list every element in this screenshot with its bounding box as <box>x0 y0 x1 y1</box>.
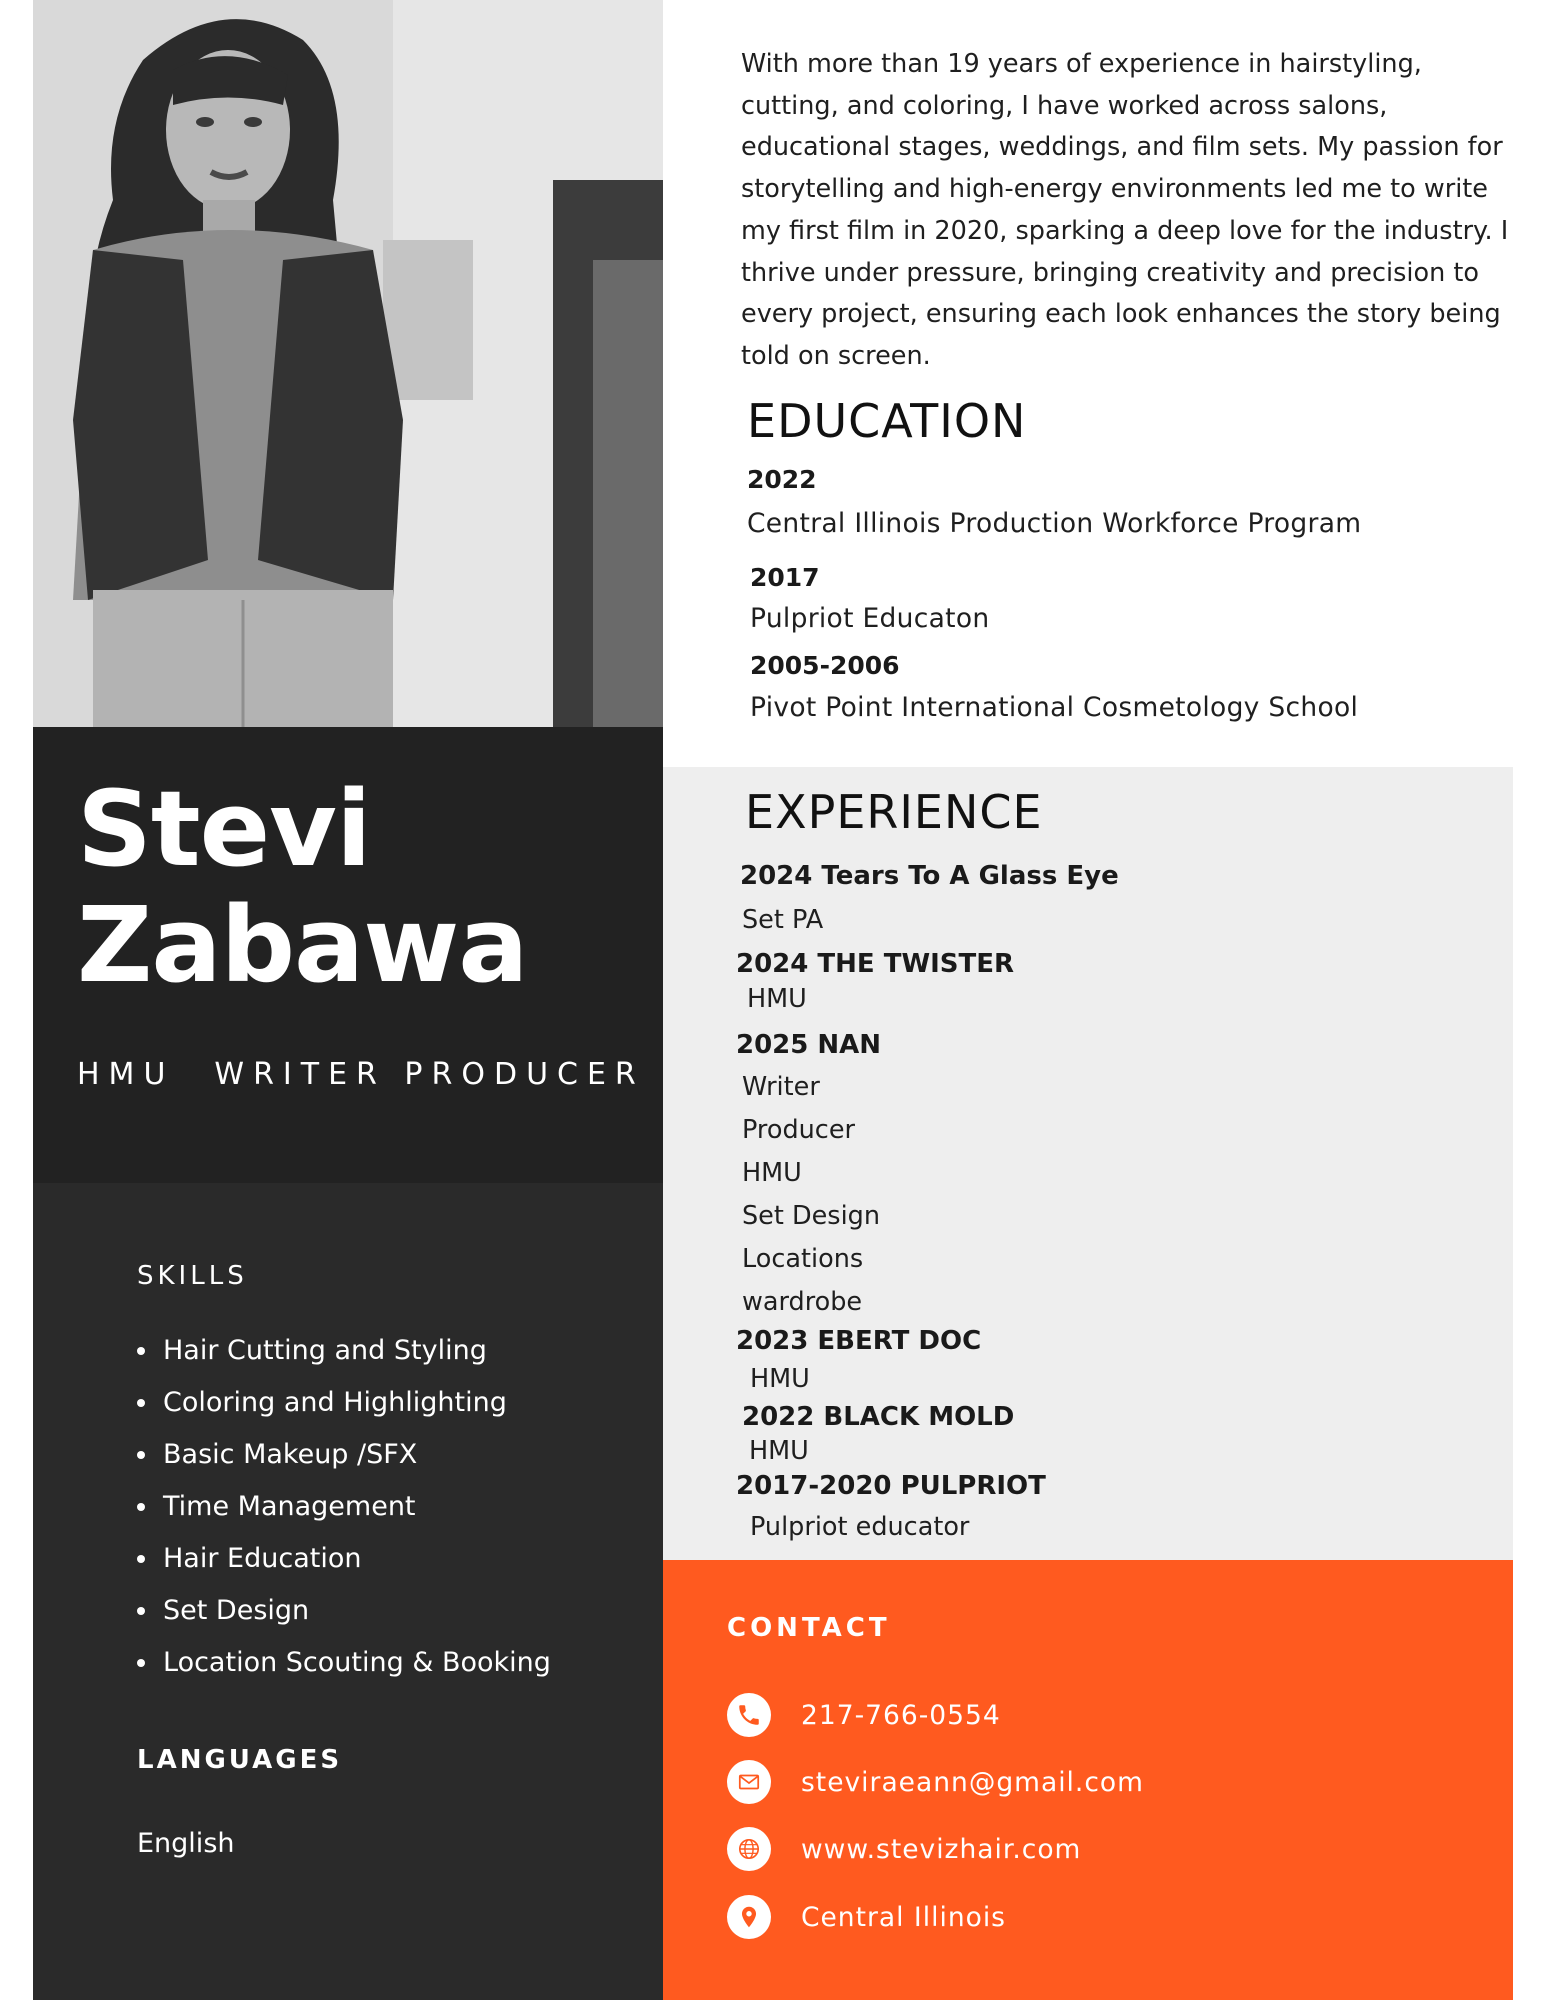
contact-website-row[interactable] <box>727 1826 1081 1872</box>
experience-entry-title: 2024 THE TWISTER <box>736 949 1015 979</box>
education-school: Pivot Point International Cosmetology School <box>750 692 1359 723</box>
location-text: Central Illinois <box>801 1901 1006 1933</box>
skill-label: Hair Cutting and Styling <box>163 1335 487 1366</box>
contact-phone-row[interactable] <box>727 1692 1001 1738</box>
bullet-icon <box>137 1659 145 1667</box>
skill-item <box>163 1585 551 1637</box>
globe-icon <box>727 1827 771 1871</box>
bullet-icon <box>137 1607 145 1615</box>
bullet-icon <box>137 1503 145 1511</box>
skill-item <box>163 1481 551 1533</box>
contact-heading: CONTACT <box>727 1613 891 1643</box>
role-title: WRITER PRODUCER <box>214 1057 645 1092</box>
experience-role: HMU <box>750 1364 810 1394</box>
contact-email-row[interactable] <box>727 1759 1144 1805</box>
bullet-icon <box>137 1347 145 1355</box>
skill-item <box>163 1377 551 1429</box>
bullet-icon <box>137 1451 145 1459</box>
skills-list <box>163 1325 551 1689</box>
phone-number: 217-766-0554 <box>801 1699 1001 1731</box>
education-year: 2005-2006 <box>750 651 900 680</box>
skills-heading: SKILLS <box>137 1261 248 1291</box>
education-year: 2022 <box>747 465 817 494</box>
role-titles <box>77 1057 645 1092</box>
languages-heading: LANGUAGES <box>137 1745 343 1775</box>
skill-label: Coloring and Highlighting <box>163 1387 507 1418</box>
bullet-icon <box>137 1555 145 1563</box>
bullet-icon <box>137 1399 145 1407</box>
skill-label: Hair Education <box>163 1543 362 1574</box>
experience-role: Pulpriot educator <box>750 1512 970 1542</box>
experience-role: Producer <box>742 1115 855 1145</box>
skill-item <box>163 1533 551 1585</box>
profile-photo-illustration <box>33 0 663 727</box>
experience-role: Locations <box>742 1244 864 1274</box>
language-item: English <box>137 1828 235 1859</box>
skill-label: Location Scouting & Booking <box>163 1647 551 1678</box>
profile-photo <box>33 0 663 727</box>
bio-paragraph: With more than 19 years of experience in hairstyling, cutting, and coloring, I have worked across salons, educational stages, weddings, and film sets. My passion for storytelling and high-energy environments led me to write my first film in 2020, sparking a deep love for the industry. I thrive under pressure, bringing creativity and precision to every project, ensuring each look enhances the story being told on screen. <box>741 49 1509 371</box>
last-name: Zabawa <box>77 884 528 1006</box>
skill-item <box>163 1325 551 1377</box>
skill-item <box>163 1637 551 1689</box>
experience-entry-title: 2017-2020 PULPRIOT <box>736 1471 1046 1501</box>
experience-role: HMU <box>742 1158 802 1188</box>
experience-entry-title: 2022 BLACK MOLD <box>742 1402 1015 1432</box>
experience-role: HMU <box>747 984 807 1014</box>
name-block <box>33 727 663 1183</box>
phone-icon <box>727 1693 771 1737</box>
website-link: www.stevizhair.com <box>801 1833 1082 1865</box>
experience-heading: EXPERIENCE <box>745 785 1043 839</box>
education-heading: EDUCATION <box>747 394 1027 448</box>
skill-label: Time Management <box>163 1491 416 1522</box>
mail-icon <box>727 1760 771 1804</box>
role-title: HMU <box>77 1057 175 1092</box>
skill-label: Basic Makeup /SFX <box>163 1439 418 1470</box>
experience-entry-title: 2023 EBERT DOC <box>736 1326 982 1356</box>
education-school: Central Illinois Production Workforce Program <box>747 508 1362 539</box>
education-year: 2017 <box>750 563 820 592</box>
experience-role: Set Design <box>742 1201 881 1231</box>
email-address: steviraeann@gmail.com <box>801 1766 1144 1798</box>
skill-label: Set Design <box>163 1595 310 1626</box>
experience-entry-title: 2024 Tears To A Glass Eye <box>740 861 1119 891</box>
location-pin-icon <box>727 1895 771 1939</box>
experience-role: Writer <box>742 1072 820 1102</box>
experience-role: HMU <box>749 1436 809 1466</box>
skill-item <box>163 1429 551 1481</box>
education-school: Pulpriot Educaton <box>750 603 990 634</box>
experience-role: wardrobe <box>742 1287 863 1317</box>
contact-location-row[interactable] <box>727 1894 1006 1940</box>
experience-role: Set PA <box>742 905 824 935</box>
first-name: Stevi <box>77 768 371 890</box>
skills-block <box>33 1183 663 2000</box>
experience-entry-title: 2025 NAN <box>736 1030 882 1060</box>
